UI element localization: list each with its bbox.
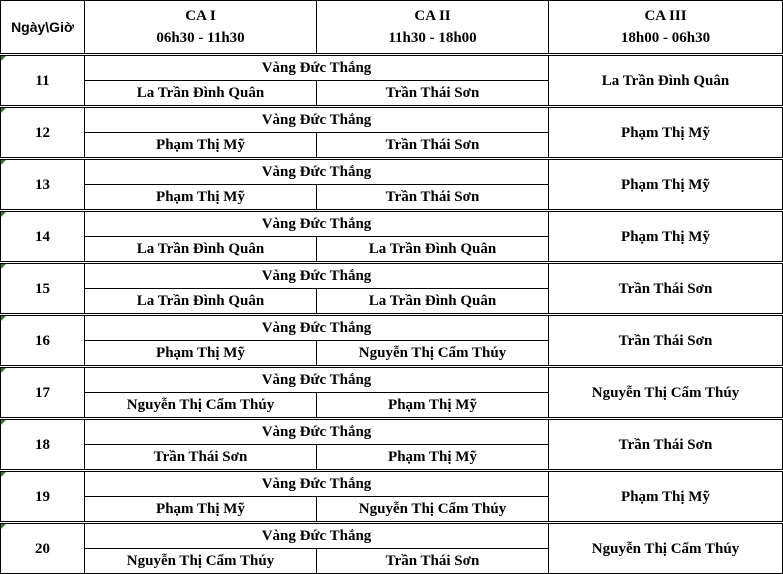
shift-1-2-lead: Vàng Đức Thắng <box>85 108 549 133</box>
shift-1-2-lead: Vàng Đức Thắng <box>85 264 549 289</box>
day-label: 14 <box>35 228 50 245</box>
day-number <box>1 368 85 418</box>
shift-1-2-lead: Vàng Đức Thắng <box>85 420 549 445</box>
table-row <box>1 472 783 497</box>
shift-2-time: 11h30 - 18h00 <box>388 30 477 46</box>
cell-marker-icon <box>1 264 6 269</box>
table-row <box>1 524 783 549</box>
shift-2-name: CA II <box>414 8 451 24</box>
header-day-time: Ngày\Giờ <box>1 1 85 54</box>
table-row <box>1 160 783 185</box>
cell-marker-icon <box>1 56 6 61</box>
cell-marker-icon <box>1 108 6 113</box>
shift-1-staff: La Trần Đình Quân <box>85 289 317 314</box>
shift-1-staff: Trần Thái Sơn <box>85 445 317 470</box>
shift-1-staff: La Trần Đình Quân <box>85 237 317 262</box>
day-label: 20 <box>35 540 50 557</box>
header-shift-3 <box>549 1 783 54</box>
day-number <box>1 420 85 470</box>
shift-3-staff: Phạm Thị Mỹ <box>549 108 783 158</box>
shift-2-staff: Nguyễn Thị Cẩm Thúy <box>317 341 549 366</box>
shift-1-2-lead: Vàng Đức Thắng <box>85 316 549 341</box>
shift-1-staff: Nguyễn Thị Cẩm Thúy <box>85 393 317 418</box>
shift-3-staff: Trần Thái Sơn <box>549 420 783 470</box>
table-row <box>1 420 783 445</box>
shift-2-staff: La Trần Đình Quân <box>317 237 549 262</box>
day-label: 15 <box>35 280 50 297</box>
day-label: 13 <box>35 176 50 193</box>
shift-3-staff: Nguyễn Thị Cẩm Thúy <box>549 368 783 418</box>
day-number <box>1 264 85 314</box>
shift-1-time: 06h30 - 11h30 <box>156 30 245 46</box>
table-row <box>1 108 783 133</box>
cell-marker-icon <box>1 420 6 425</box>
shift-2-staff: Trần Thái Sơn <box>317 81 549 106</box>
day-label: 16 <box>35 332 50 349</box>
day-number <box>1 524 85 574</box>
shift-3-time: 18h00 - 06h30 <box>620 30 711 46</box>
shift-2-staff: La Trần Đình Quân <box>317 289 549 314</box>
day-label: 17 <box>35 384 50 401</box>
day-number <box>1 472 85 522</box>
day-number <box>1 212 85 262</box>
table-row <box>1 56 783 81</box>
shift-1-name: CA I <box>185 8 216 24</box>
cell-marker-icon <box>1 524 6 529</box>
shift-2-staff: Trần Thái Sơn <box>317 549 549 574</box>
cell-marker-icon <box>1 368 6 373</box>
shift-3-name: CA III <box>644 8 687 24</box>
day-number <box>1 316 85 366</box>
table-row <box>1 368 783 393</box>
shift-2-staff: Trần Thái Sơn <box>317 133 549 158</box>
day-label: 12 <box>35 124 50 141</box>
shift-1-2-lead: Vàng Đức Thắng <box>85 160 549 185</box>
shift-3-staff: La Trần Đình Quân <box>549 56 783 106</box>
cell-marker-icon <box>1 472 6 477</box>
header-row <box>1 1 783 54</box>
shift-1-2-lead: Vàng Đức Thắng <box>85 368 549 393</box>
shift-3-staff: Phạm Thị Mỹ <box>549 472 783 522</box>
shift-1-staff: La Trần Đình Quân <box>85 81 317 106</box>
shift-3-staff: Trần Thái Sơn <box>549 316 783 366</box>
cell-marker-icon <box>1 316 6 321</box>
shift-1-staff: Phạm Thị Mỹ <box>85 341 317 366</box>
shift-1-2-lead: Vàng Đức Thắng <box>85 472 549 497</box>
day-label: 18 <box>35 436 50 453</box>
shift-1-2-lead: Vàng Đức Thắng <box>85 212 549 237</box>
cell-marker-icon <box>1 212 6 217</box>
shift-1-staff: Nguyễn Thị Cẩm Thúy <box>85 549 317 574</box>
header-shift-2 <box>317 1 549 54</box>
shift-3-staff: Trần Thái Sơn <box>549 264 783 314</box>
shift-2-staff: Phạm Thị Mỹ <box>317 393 549 418</box>
shift-1-2-lead: Vàng Đức Thắng <box>85 524 549 549</box>
shift-2-staff: Phạm Thị Mỹ <box>317 445 549 470</box>
header-shift-1 <box>85 1 317 54</box>
day-label: 11 <box>35 72 50 89</box>
table-row <box>1 264 783 289</box>
shift-1-2-lead: Vàng Đức Thắng <box>85 56 549 81</box>
shift-1-staff: Phạm Thị Mỹ <box>85 497 317 522</box>
shift-1-staff: Phạm Thị Mỹ <box>85 133 317 158</box>
day-label: 19 <box>35 488 50 505</box>
day-number <box>1 56 85 106</box>
table-row <box>1 212 783 237</box>
cell-marker-icon <box>1 160 6 165</box>
shift-3-staff: Phạm Thị Mỹ <box>549 212 783 262</box>
shift-2-staff: Trần Thái Sơn <box>317 185 549 210</box>
table-row <box>1 316 783 341</box>
schedule-body <box>1 54 783 574</box>
day-number <box>1 160 85 210</box>
shift-1-staff: Phạm Thị Mỹ <box>85 185 317 210</box>
shift-3-staff: Phạm Thị Mỹ <box>549 160 783 210</box>
day-number <box>1 108 85 158</box>
shift-2-staff: Nguyễn Thị Cẩm Thúy <box>317 497 549 522</box>
shift-3-staff: Nguyễn Thị Cẩm Thúy <box>549 524 783 574</box>
